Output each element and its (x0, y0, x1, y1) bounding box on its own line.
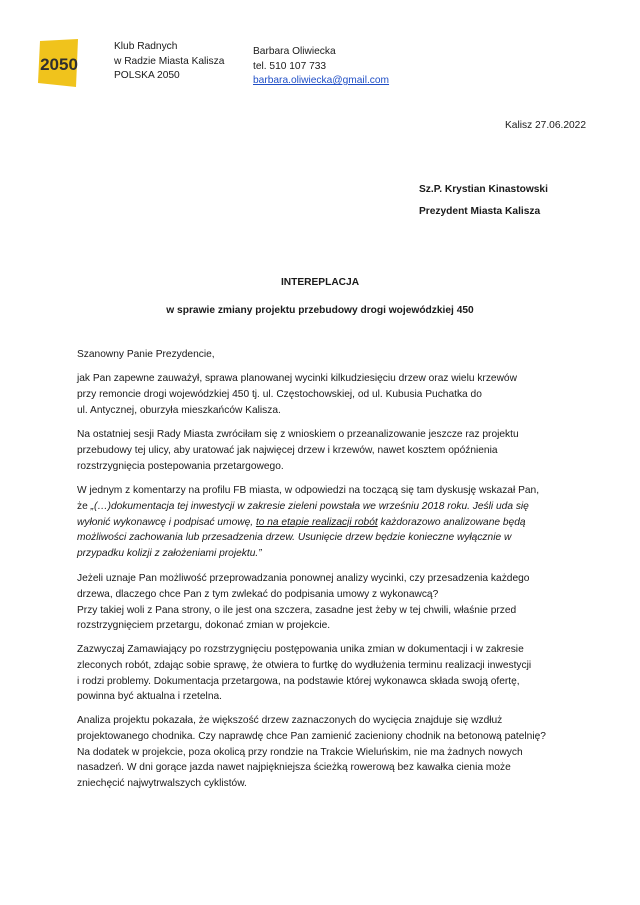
sender-name: Barbara Oliwiecka (253, 46, 336, 57)
text-line: rozstrzygnięcia postepowania przetargowego. (77, 460, 284, 472)
text-line: Jeżeli uznaje Pan możliwość przeprowadzania ponownej analizy wycinki, czy przesadzenia każdego (77, 573, 530, 584)
polska-2050-logo (34, 39, 84, 87)
text-line: projektowanego chodnika. Czy naprawdę chce Pan zamienić zacieniony chodnik na betonową patelnię? (77, 730, 546, 742)
paragraph-5 (77, 642, 597, 705)
club-info (114, 40, 224, 84)
text-line: jak Pan zapewne zauważył, sprawa planowanej wycinki kilkudziesięciu drzew oraz wielu krzewów (77, 373, 517, 384)
club-line: w Radzie Miasta Kalisza (114, 55, 225, 67)
paragraph-3 (77, 483, 597, 562)
sender-phone: tel. 510 107 733 (253, 60, 327, 72)
letter-subtitle: w sprawie zmiany projektu przebudowy drogi wojewódzkiej 450 (166, 305, 474, 316)
text-line: zleconych robót, zdając sobie sprawę, że otwiera to furtkę do wydłużenia terminu realizacji inwestycji (77, 659, 532, 671)
logo-text: 2050 (40, 55, 78, 74)
letter-title: INTEREPLACJA (280, 277, 360, 288)
club-line: Klub Radnych (114, 41, 178, 52)
text-line: ul. Antycznej, oburzyła mieszkańców Kalisza. (77, 404, 281, 416)
recipient-name: Sz.P. Krystian Kinastowski (419, 184, 548, 195)
sender-email-link[interactable]: barbara.oliwiecka@gmail.com (253, 75, 390, 86)
text-line: Na dodatek w projekcie, poza okolicą przy rondzie na Trakcie Wieluńskim, nie ma żadnych nowych (77, 746, 523, 758)
paragraph-2 (77, 427, 597, 474)
text-line: nasadzeń. W dni gorące jazda nawet najpiękniejsza ścieżką rowerową bez kawałka cienia może (77, 762, 511, 774)
text-line: możliwości zachowania lub przesadzenia drzew. Usunięcie drzew będzie konieczne wyłącznie w (77, 532, 512, 544)
recipient-title: Prezydent Miasta Kalisza (419, 206, 541, 217)
text-line: Przy takiej woli z Pana strony, o ile jest ona szczera, zasadne jest żeby w tej chwili, właśnie przed (77, 604, 517, 616)
text-fragment: że (77, 500, 91, 512)
text-line: powinna być aktualna i rzetelna. (77, 691, 222, 703)
sender-info (253, 45, 389, 89)
text-line: Analiza projektu pokazała, że większość drzew zaznaczonych do wycięcia znajduje się wzdłuż (77, 715, 503, 726)
text-line: Na ostatniej sesji Rady Miasta zwróciłam się z wnioskiem o przeanalizowanie jeszcze raz projektu (77, 429, 519, 440)
text-line: przebudowy tej ulicy, aby uratować jak najwięcej drzew i krzewów, nawet kosztem opóźnienia (77, 444, 498, 456)
text-line (77, 499, 597, 515)
club-line: POLSKA 2050 (114, 70, 180, 81)
text-line: przy remoncie drogi wojewódzkiej 450 tj. ul. Częstochowskiej, od ul. Kubusia Puchatka do (77, 388, 482, 400)
quote-underlined: to na etapie realizacji robót (255, 516, 378, 528)
text-line: drzewa, dlaczego chce Pan z tym zwlekać do podpisania umowy z wykonawcą? (77, 588, 439, 600)
paragraph-4 (77, 571, 597, 634)
quote-fragment: „(…)dokumentacja tej inwestycji w zakresie zieleni powstała we wrześniu 2018 roku. Jeśli uda się (90, 500, 529, 512)
text-line: rozstrzygnięciem przetargu, dokonać zmian w projekcie. (77, 620, 331, 632)
quote-fragment: każdorazowo analizowane będą (377, 516, 526, 528)
text-line: W jednym z komentarzy na profilu FB miasta, w odpowiedzi na toczącą się tam dyskusję wskazał Pan, (77, 485, 540, 496)
quote-fragment: wyłonić wykonawcę i podpisać umowę, (77, 516, 256, 528)
text-line: przypadku kolizji z założeniami projektu.” (77, 548, 262, 560)
paragraph-1 (77, 371, 597, 418)
salutation: Szanowny Panie Prezydencie, (77, 349, 215, 360)
paragraph-6 (77, 713, 597, 792)
letter-date: Kalisz 27.06.2022 (505, 120, 586, 131)
text-line: zniechęcić najwytrwalszych cyklistów. (77, 778, 247, 790)
text-line: Zazwyczaj Zamawiający po rozstrzygnięciu postępowania unika zmian w dokumentacji i w zakresie (77, 644, 524, 655)
text-line (77, 515, 597, 531)
text-line: i rodzi problemy. Dokumentacja przetargowa, na podstawie której wykonawca składa swoją ofertę, (77, 675, 520, 687)
